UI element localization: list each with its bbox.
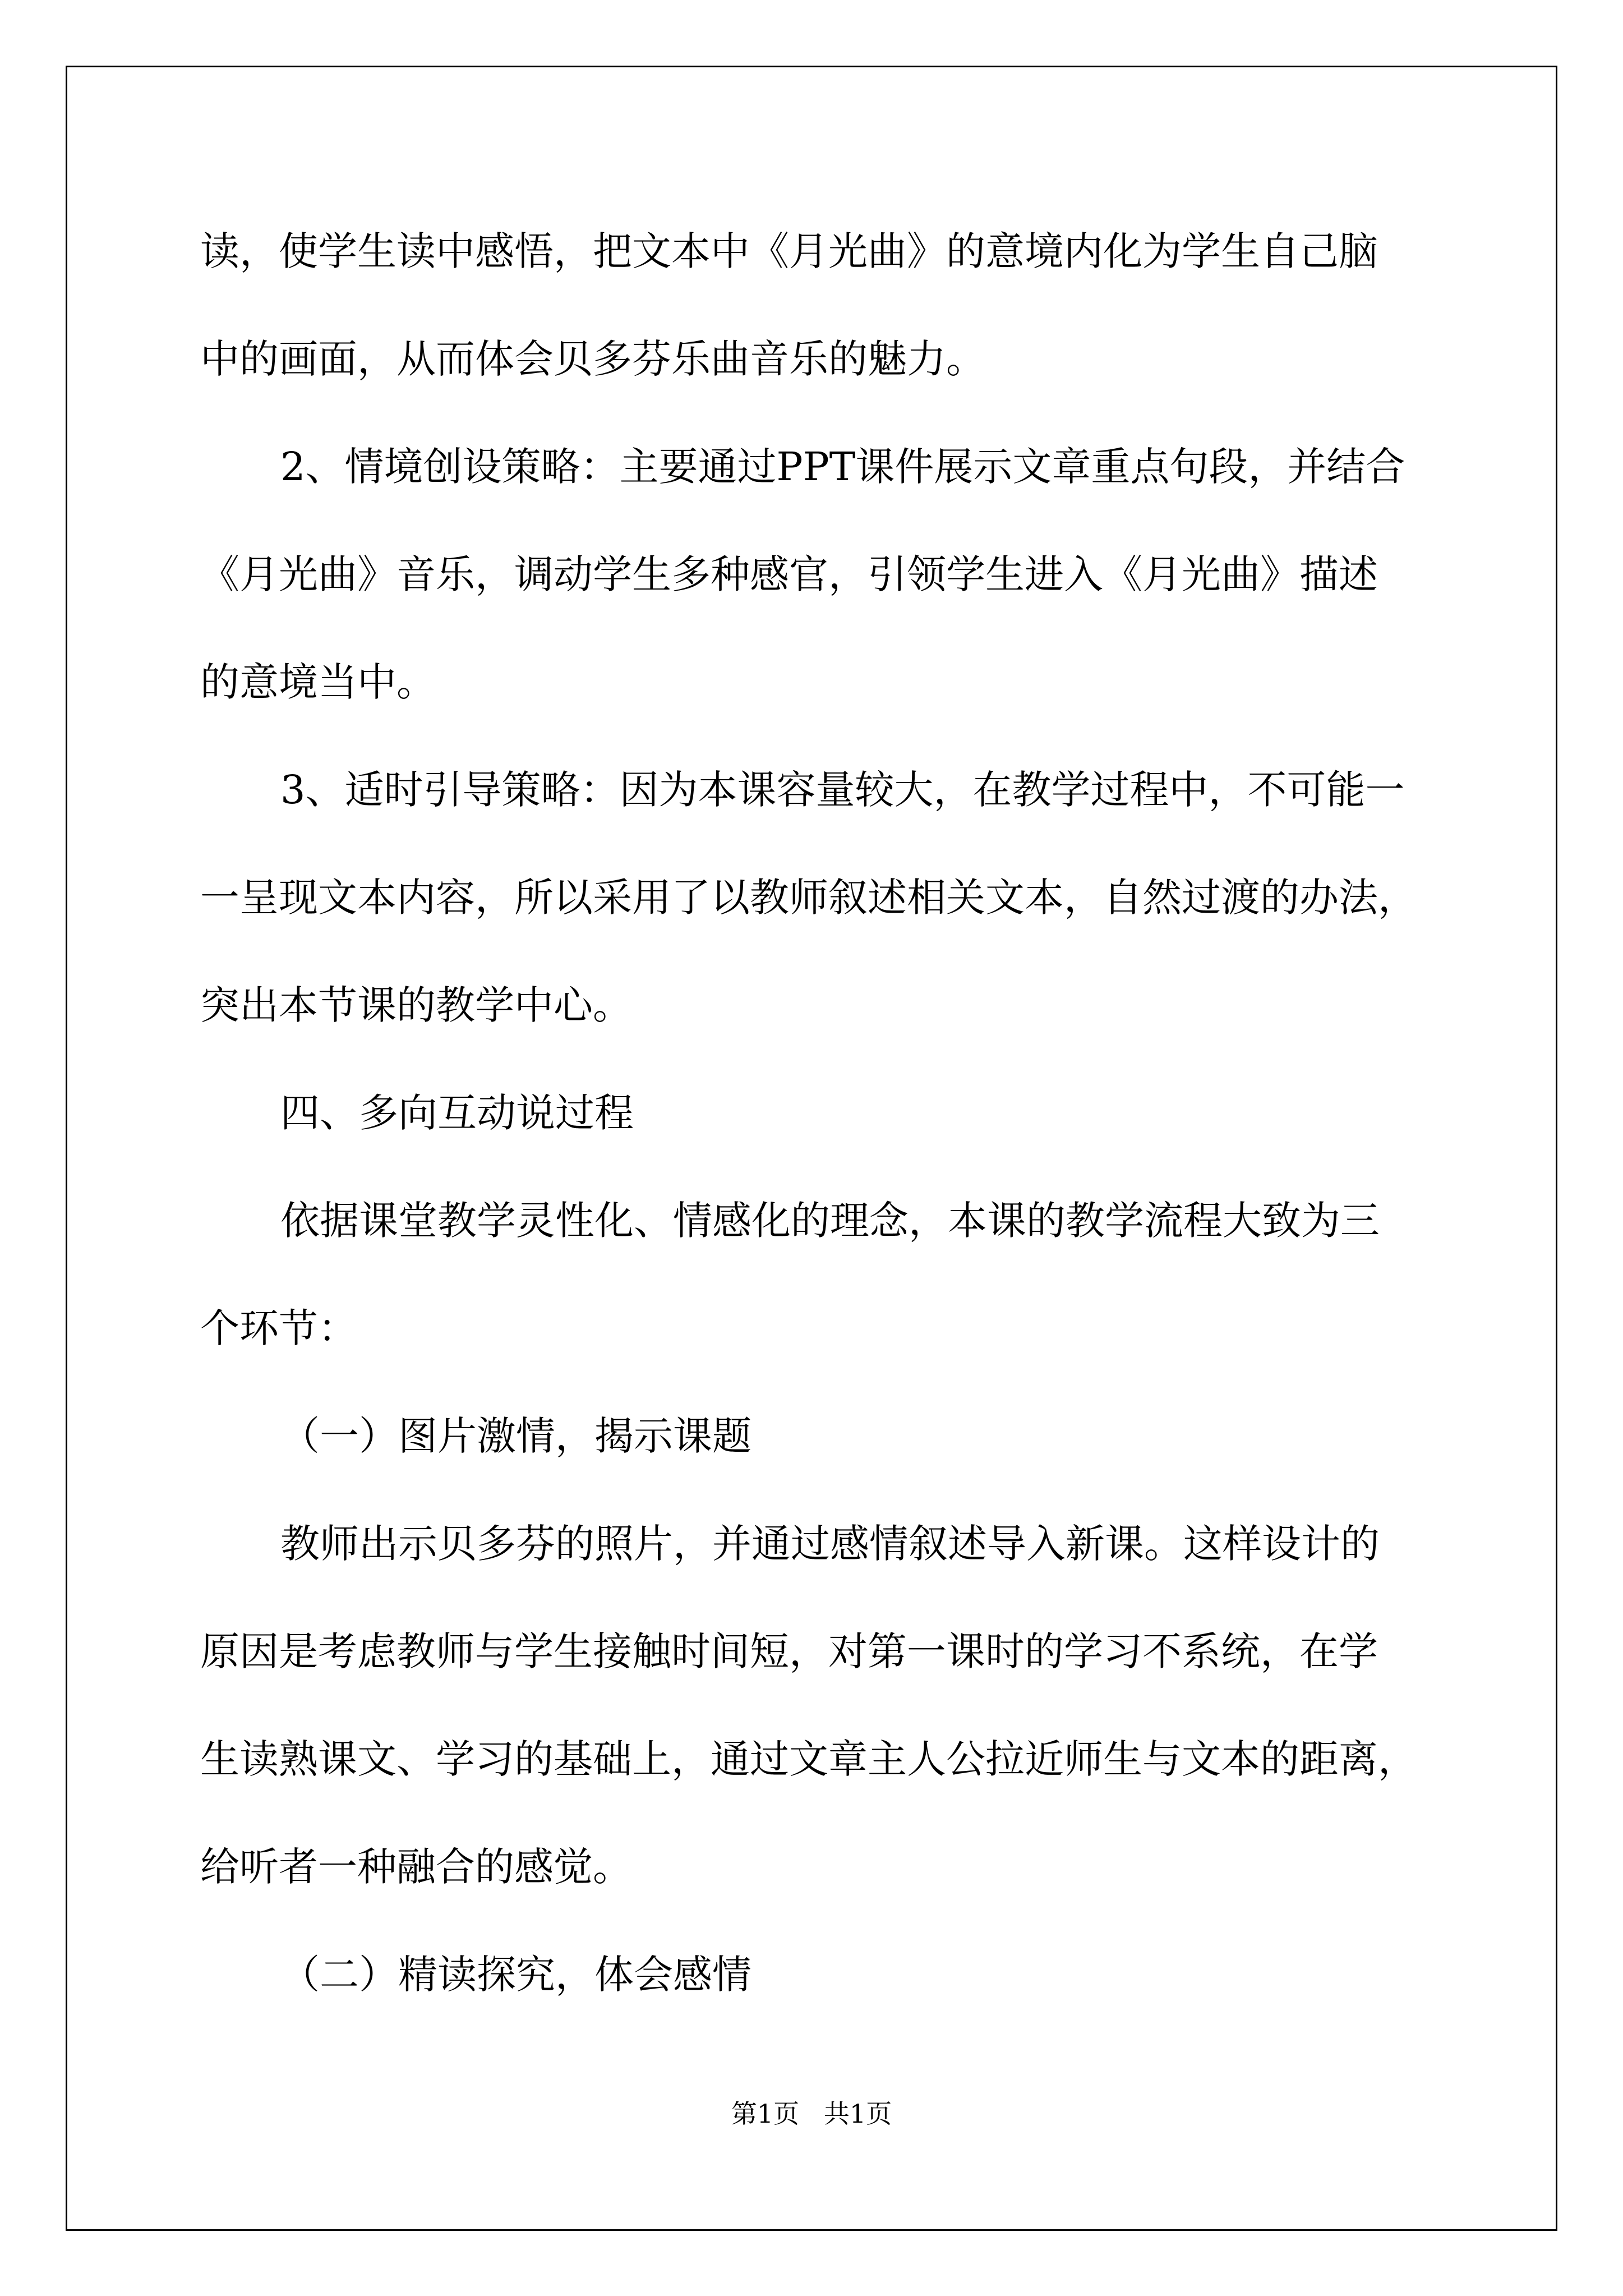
text-line: 个环节： [200, 1305, 357, 1351]
section-heading: 四、多向互动说过程 [280, 1090, 634, 1136]
subsection-heading: （一）图片激情，揭示课题 [280, 1413, 751, 1459]
text-line: 一呈现文本内容，所以采用了以教师叙述相关文本，自然过渡的办法， [200, 875, 1417, 921]
text-line: 中的画面，从而体会贝多芬乐曲音乐的魅力。 [200, 336, 985, 382]
text-line: 读，使学生读中感悟，把文本中《月光曲》的意境内化为学生自己脑 [200, 228, 1378, 274]
text-line: 《月光曲》音乐，调动学生多种感官，引领学生进入《月光曲》描述 [200, 551, 1378, 597]
text-line: 原因是考虑教师与学生接触时间短，对第一课时的学习不系统，在学 [200, 1628, 1378, 1674]
text-line: 生读熟课文、学习的基础上，通过文章主人公拉近师生与文本的距离， [200, 1736, 1417, 1782]
text-line: 2、情境创设策略：主要通过PPT课件展示文章重点句段，并结合 [280, 444, 1405, 490]
page-border [66, 66, 1557, 2231]
text-line: 给听者一种融合的感觉。 [200, 1844, 632, 1890]
text-line: 的意境当中。 [200, 659, 436, 705]
text-line: 依据课堂教学灵性化、情感化的理念，本课的教学流程大致为三 [280, 1198, 1380, 1244]
text-line: 教师出示贝多芬的照片，并通过感情叙述导入新课。这样设计的 [280, 1521, 1380, 1567]
text-line: 突出本节课的教学中心。 [200, 982, 632, 1028]
text-line: 3、适时引导策略：因为本课容量较大，在教学过程中，不可能一 [280, 767, 1405, 813]
subsection-heading: （二）精读探究，体会感情 [280, 1952, 751, 1998]
page-footer: 第1页 共1页 [731, 2099, 892, 2129]
